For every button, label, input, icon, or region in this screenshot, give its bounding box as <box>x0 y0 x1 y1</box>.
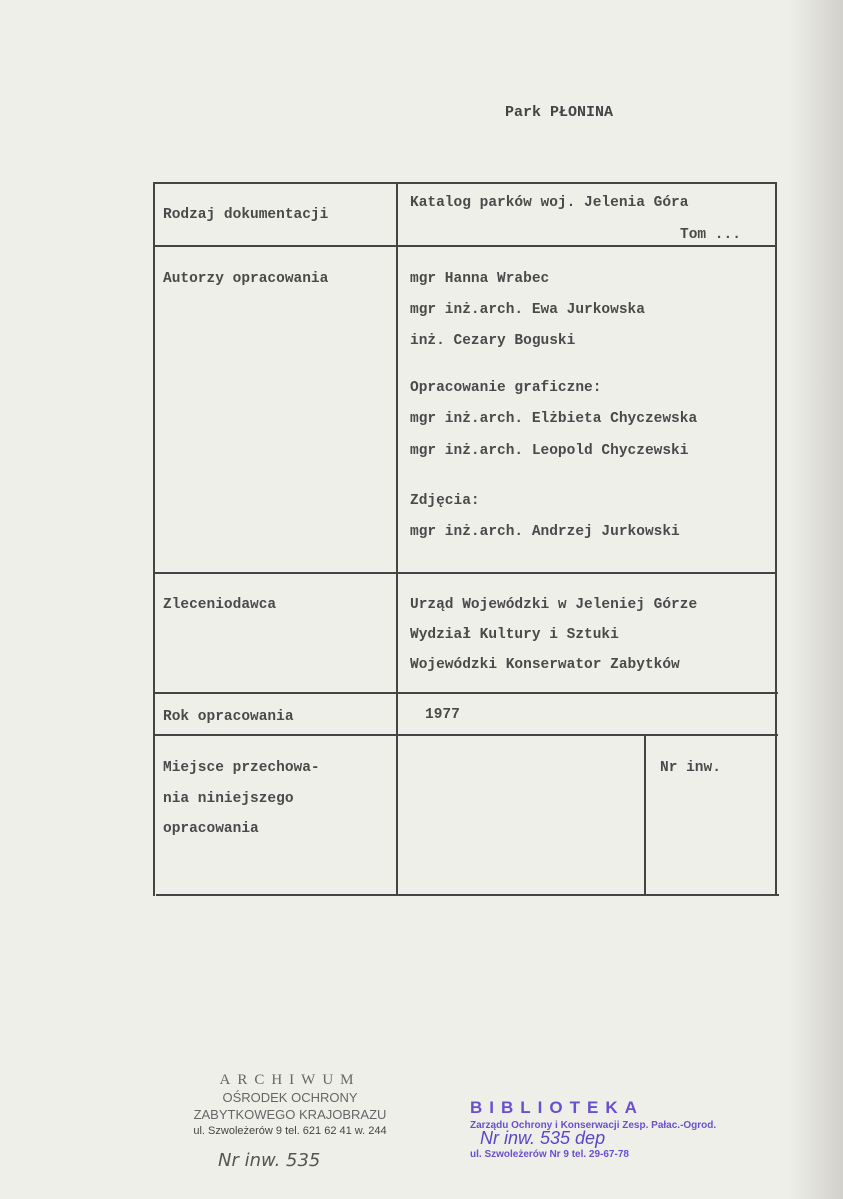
commissioner-line: Wydział Kultury i Sztuki <box>410 627 619 643</box>
page-title: Park PŁONINA <box>505 104 614 121</box>
label-storage: Miejsce przechowa- <box>163 760 320 776</box>
value-year: 1977 <box>425 707 460 723</box>
label-documentation-type: Rodzaj dokumentacji <box>163 207 329 223</box>
inventory-number-label: Nr inw. <box>660 760 721 776</box>
label-authors: Autorzy opracowania <box>163 271 329 287</box>
graphics-heading: Opracowanie graficzne: <box>410 380 602 396</box>
library-stamp <box>470 1098 716 1160</box>
library-handwritten-number: Nr inw. 535 dep <box>480 1128 606 1148</box>
library-stamp-address: ul. Szwoleżerów Nr 9 tel. 29-67-78 <box>470 1149 629 1160</box>
graphics-author: mgr inż.arch. Elżbieta Chyczewska <box>410 411 698 427</box>
label-commissioner: Zleceniodawca <box>163 597 277 613</box>
author: mgr Hanna Wrabec <box>410 271 550 287</box>
library-stamp-line: Zarządu Ochrony i Konserwacji Zesp. Pałac.-Ogrod. <box>470 1120 717 1131</box>
label-storage: nia niniejszego <box>163 791 294 807</box>
scan-edge-shadow <box>788 0 843 1199</box>
archive-stamp <box>190 1072 390 1140</box>
author: inż. Cezary Boguski <box>410 333 576 349</box>
archive-stamp-line: ZABYTKOWEGO KRAJOBRAZU <box>193 1107 387 1122</box>
label-year: Rok opracowania <box>163 709 294 725</box>
label-storage: opracowania <box>163 821 259 837</box>
archive-stamp-address: ul. Szwoleżerów 9 tel. 621 62 41 w. 244 <box>193 1125 387 1137</box>
value-catalog: Katalog parków woj. Jelenia Góra <box>410 195 689 211</box>
archive-stamp-line: OŚRODEK OCHRONY <box>222 1090 358 1105</box>
photos-author: mgr inż.arch. Andrzej Jurkowski <box>410 524 680 540</box>
archive-stamp-title: ARCHIWUM <box>219 1072 361 1088</box>
commissioner-line: Urząd Wojewódzki w Jeleniej Górze <box>410 597 698 613</box>
photos-heading: Zdjęcia: <box>410 493 480 509</box>
library-stamp-title: BIBLIOTEKA <box>470 1098 644 1117</box>
value-volume: Tom ... <box>680 227 741 243</box>
graphics-author: mgr inż.arch. Leopold Chyczewski <box>410 443 689 459</box>
handwritten-inventory-number: Nr inw. 535 <box>218 1150 321 1171</box>
commissioner-line: Wojewódzki Konserwator Zabytków <box>410 657 680 673</box>
author: mgr inż.arch. Ewa Jurkowska <box>410 302 645 318</box>
